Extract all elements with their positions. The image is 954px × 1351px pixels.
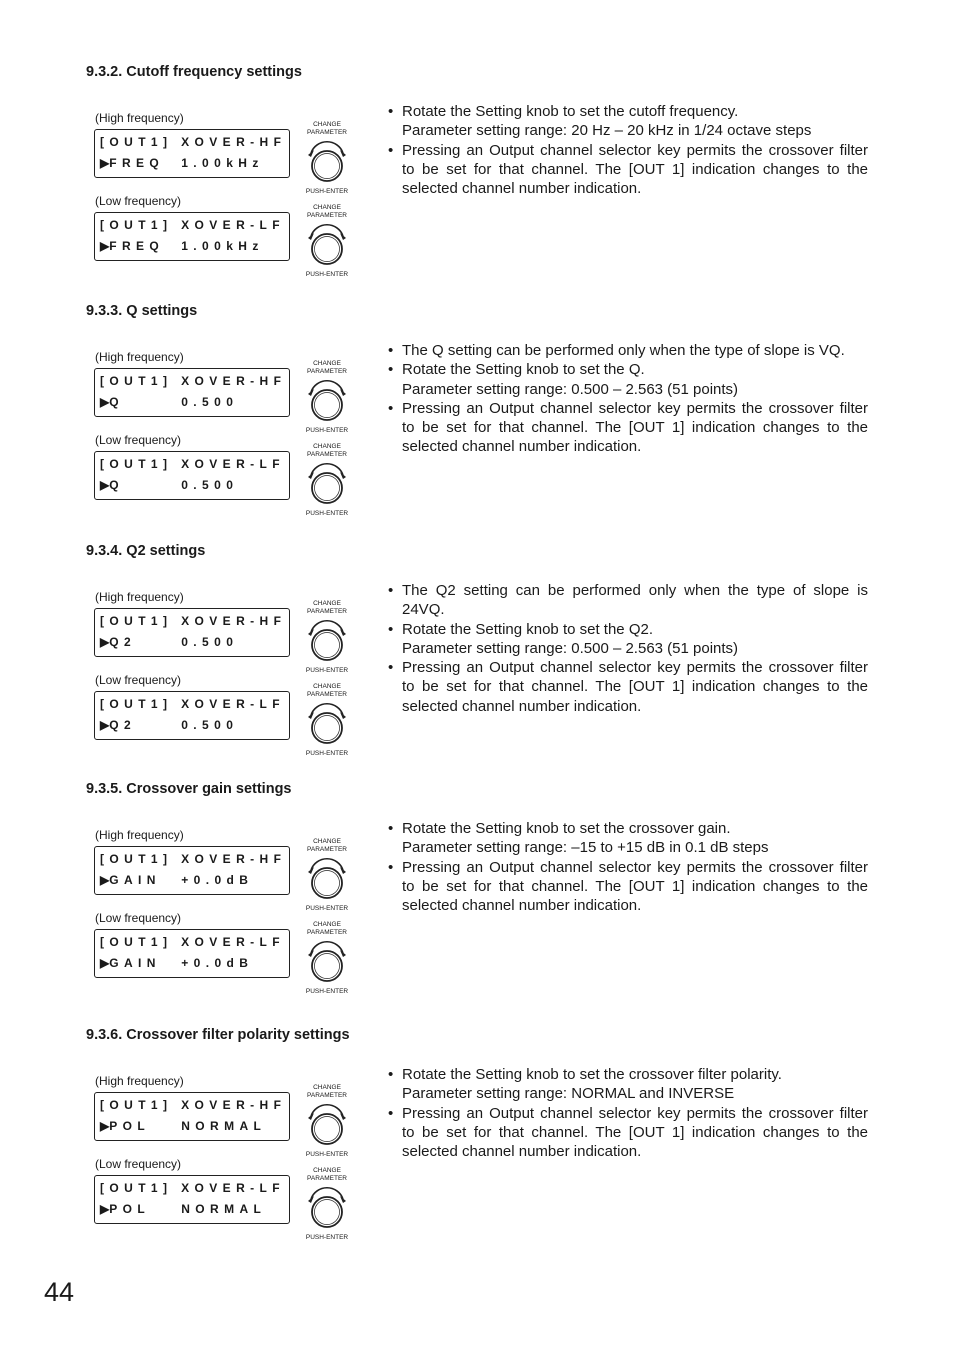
lcd-line-2 — [100, 635, 238, 649]
lcd-value: 0.500 — [181, 395, 239, 409]
lcd-line-2 — [100, 395, 238, 409]
knob-bottom-label: PUSH-ENTER — [305, 988, 349, 995]
lcd-param: Q2 — [109, 635, 137, 649]
knob-top-label — [302, 121, 352, 136]
knob-bottom-label: PUSH-ENTER — [305, 188, 349, 195]
lcd-line-2 — [100, 956, 253, 970]
bullet-dot: • — [388, 582, 394, 599]
knob-label-change: CHANGE — [313, 1167, 341, 1174]
knob-label-change: CHANGE — [313, 600, 341, 607]
section-title: 9.3.2. Cutoff frequency settings — [86, 64, 302, 80]
bullet-text: Pressing an Output channel selector key permits the crossover filter to be set for that channel. The [OUT 1] indication changes to the selected channel number indication. — [402, 1104, 868, 1161]
list-item — [388, 620, 868, 659]
bullet-text: Rotate the Setting knob to set the crossover filter polarity. — [402, 1066, 782, 1083]
panel-label: (High frequency) — [95, 828, 184, 842]
bullet-dot: • — [388, 141, 394, 159]
lcd-param: Q — [109, 478, 124, 492]
page-number: 44 — [44, 1277, 75, 1307]
knob-label-parameter: PARAMETER — [307, 690, 347, 698]
knob-label-parameter: PARAMETER — [307, 367, 347, 375]
list-item — [388, 341, 868, 360]
bullet-list — [388, 102, 868, 198]
lcd-param: FREQ — [109, 156, 165, 170]
bullet-dot: • — [388, 620, 394, 638]
lcd-value: 0.500 — [181, 635, 239, 649]
setting-knob[interactable] — [302, 1084, 352, 1160]
section-title: 9.3.5. Crossover gain settings — [86, 781, 292, 797]
knob-top-label — [302, 921, 352, 936]
lcd-param: POL — [109, 1202, 151, 1216]
lcd-param: Q — [109, 395, 124, 409]
settings-section — [0, 303, 954, 543]
panel-label: (High frequency) — [95, 1074, 184, 1088]
lcd-line-1: [OUT1] XOVER-HF — [100, 614, 287, 628]
bullet-text: The Q2 setting can be performed only when the type of slope is 24VQ. — [402, 582, 868, 619]
list-item — [388, 1104, 868, 1162]
lcd-display — [94, 608, 290, 657]
bullet-text: Pressing an Output channel selector key permits the crossover filter to be set for that channel. The [OUT 1] indication changes to the selected channel number indication. — [402, 659, 868, 715]
bullet-list — [388, 819, 868, 915]
cursor-arrow-icon: ▶ — [100, 718, 110, 732]
lcd-display — [94, 846, 290, 895]
cursor-arrow-icon: ▶ — [100, 1202, 110, 1216]
settings-section — [0, 781, 954, 1021]
panel-label: (Low frequency) — [95, 673, 182, 687]
bullet-subtext: Parameter setting range: 20 Hz – 20 kHz in 1/24 octave steps — [402, 122, 812, 140]
bullet-subtext: Parameter setting range: –15 to +15 dB in 0.1 dB steps — [402, 839, 769, 857]
knob-label-change: CHANGE — [313, 1084, 341, 1091]
list-item — [388, 858, 868, 916]
list-item — [388, 1065, 868, 1104]
bullet-text: Rotate the Setting knob to set the crossover gain. — [402, 820, 731, 837]
knob-label-change: CHANGE — [313, 121, 341, 128]
knob-bottom-label: PUSH-ENTER — [305, 667, 349, 674]
knob-bottom-label: PUSH-ENTER — [305, 1151, 349, 1158]
list-item — [388, 581, 868, 620]
lcd-line-1: [OUT1] XOVER-HF — [100, 374, 287, 388]
knob-top-label — [302, 600, 352, 615]
lcd-line-1: [OUT1] XOVER-HF — [100, 135, 287, 149]
lcd-param: GAIN — [109, 956, 161, 970]
lcd-line-1: [OUT1] XOVER-LF — [100, 935, 285, 949]
cursor-arrow-icon: ▶ — [100, 395, 110, 409]
cursor-arrow-icon: ▶ — [100, 239, 110, 253]
knob-bottom-label: PUSH-ENTER — [305, 427, 349, 434]
settings-section — [0, 1027, 954, 1267]
section-title: 9.3.4. Q2 settings — [86, 543, 206, 559]
lcd-display — [94, 929, 290, 978]
bullet-dot: • — [388, 659, 394, 677]
lcd-line-1: [OUT1] XOVER-LF — [100, 218, 285, 232]
lcd-line-1: [OUT1] XOVER-HF — [100, 1098, 287, 1112]
knob-label-change: CHANGE — [313, 683, 341, 690]
lcd-display — [94, 212, 290, 261]
panel-label: (High frequency) — [95, 111, 184, 125]
bullet-text: Rotate the Setting knob to set the cutoff frequency. — [402, 103, 739, 120]
settings-section — [0, 64, 954, 304]
knob-label-parameter: PARAMETER — [307, 845, 347, 853]
knob-label-parameter: PARAMETER — [307, 450, 347, 458]
setting-knob[interactable] — [302, 360, 352, 436]
knob-label-parameter: PARAMETER — [307, 928, 347, 936]
bullet-text: The Q setting can be performed only when the type of slope is VQ. — [402, 342, 845, 359]
lcd-display — [94, 368, 290, 417]
lcd-param: POL — [109, 1119, 151, 1133]
cursor-arrow-icon: ▶ — [100, 873, 110, 887]
lcd-line-1: [OUT1] XOVER-HF — [100, 852, 287, 866]
setting-knob[interactable] — [302, 121, 352, 197]
knob-bottom-label: PUSH-ENTER — [305, 750, 349, 757]
list-item — [388, 102, 868, 141]
knob-top-label — [302, 1084, 352, 1099]
lcd-value: NORMAL — [181, 1119, 267, 1133]
knob-bottom-label: PUSH-ENTER — [305, 510, 349, 517]
lcd-line-1: [OUT1] XOVER-LF — [100, 457, 285, 471]
knob-bottom-label: PUSH-ENTER — [305, 1234, 349, 1241]
lcd-line-2 — [100, 1202, 266, 1216]
knob-top-label — [302, 1167, 352, 1182]
bullet-dot: • — [388, 858, 394, 876]
bullet-list — [388, 341, 868, 457]
knob-top-label — [302, 204, 352, 219]
knob-label-parameter: PARAMETER — [307, 128, 347, 136]
lcd-line-1: [OUT1] XOVER-LF — [100, 697, 285, 711]
lcd-line-2 — [100, 478, 238, 492]
bullet-dot: • — [388, 1066, 394, 1083]
bullet-text: Pressing an Output channel selector key permits the crossover filter to be set for that channel. The [OUT 1] indication changes to the selected channel number indication. — [402, 141, 868, 198]
list-item — [388, 141, 868, 199]
list-item — [388, 360, 868, 399]
setting-knob[interactable] — [302, 443, 352, 519]
panel-label: (Low frequency) — [95, 194, 182, 208]
lcd-line-2 — [100, 873, 253, 887]
lcd-line-2 — [100, 239, 264, 253]
lcd-display — [94, 691, 290, 740]
lcd-param: Q2 — [109, 718, 137, 732]
lcd-value: 0.500 — [181, 718, 239, 732]
lcd-value: +0.0dB — [181, 956, 254, 970]
panel-label: (Low frequency) — [95, 433, 182, 447]
lcd-value: 1.00kHz — [181, 156, 264, 170]
cursor-arrow-icon: ▶ — [100, 156, 110, 170]
settings-section — [0, 543, 954, 783]
lcd-line-1: [OUT1] XOVER-LF — [100, 1181, 285, 1195]
cursor-arrow-icon: ▶ — [100, 635, 110, 649]
list-item — [388, 819, 868, 858]
panel-label: (Low frequency) — [95, 1157, 182, 1171]
bullet-subtext: Parameter setting range: 0.500 – 2.563 (51 points) — [402, 380, 739, 398]
knob-top-label — [302, 838, 352, 853]
knob-label-parameter: PARAMETER — [307, 1091, 347, 1099]
lcd-value: 0.500 — [181, 478, 239, 492]
lcd-display — [94, 1092, 290, 1141]
lcd-param: FREQ — [109, 239, 165, 253]
bullet-list — [388, 581, 868, 716]
bullet-subtext: Parameter setting range: 0.500 – 2.563 (51 points) — [402, 639, 739, 657]
bullet-dot: • — [388, 820, 394, 837]
knob-bottom-label: PUSH-ENTER — [305, 271, 349, 278]
cursor-arrow-icon: ▶ — [100, 478, 110, 492]
bullet-dot: • — [388, 1104, 394, 1122]
bullet-dot: • — [388, 103, 394, 120]
list-item — [388, 399, 868, 457]
lcd-line-2 — [100, 156, 264, 170]
panel-label: (Low frequency) — [95, 911, 182, 925]
lcd-line-2 — [100, 718, 238, 732]
lcd-value: 1.00kHz — [181, 239, 264, 253]
cursor-arrow-icon: ▶ — [100, 956, 110, 970]
bullet-subtext: Parameter setting range: NORMAL and INVERSE — [402, 1085, 735, 1103]
knob-label-parameter: PARAMETER — [307, 607, 347, 615]
knob-label-change: CHANGE — [313, 360, 341, 367]
setting-knob[interactable] — [302, 838, 352, 914]
setting-knob[interactable] — [302, 921, 352, 997]
setting-knob[interactable] — [302, 1167, 352, 1243]
bullet-text: Pressing an Output channel selector key permits the crossover filter to be set for that channel. The [OUT 1] indication changes to the selected channel number indication. — [402, 399, 868, 456]
knob-top-label — [302, 360, 352, 375]
knob-label-change: CHANGE — [313, 443, 341, 450]
bullet-text: Rotate the Setting knob to set the Q2. — [402, 620, 653, 638]
lcd-value: +0.0dB — [181, 873, 254, 887]
knob-label-parameter: PARAMETER — [307, 1174, 347, 1182]
list-item — [388, 658, 868, 716]
setting-knob[interactable] — [302, 600, 352, 676]
cursor-arrow-icon: ▶ — [100, 1119, 110, 1133]
lcd-value: NORMAL — [181, 1202, 267, 1216]
bullet-text: Pressing an Output channel selector key permits the crossover filter to be set for that channel. The [OUT 1] indication changes to the selected channel number indication. — [402, 858, 868, 915]
bullet-dot: • — [388, 342, 394, 359]
section-title: 9.3.3. Q settings — [86, 303, 198, 319]
knob-label-change: CHANGE — [313, 204, 341, 211]
lcd-param: GAIN — [109, 873, 161, 887]
knob-label-parameter: PARAMETER — [307, 211, 347, 219]
setting-knob[interactable] — [302, 204, 352, 280]
knob-top-label — [302, 683, 352, 698]
bullet-dot: • — [388, 361, 394, 379]
setting-knob[interactable] — [302, 683, 352, 759]
panel-label: (High frequency) — [95, 350, 184, 364]
bullet-text: Rotate the Setting knob to set the Q. — [402, 361, 645, 379]
panel-label: (High frequency) — [95, 590, 184, 604]
bullet-list — [388, 1065, 868, 1161]
lcd-line-2 — [100, 1119, 266, 1133]
section-title: 9.3.6. Crossover filter polarity settings — [86, 1027, 350, 1043]
knob-label-change: CHANGE — [313, 838, 341, 845]
bullet-dot: • — [388, 399, 394, 417]
lcd-display — [94, 129, 290, 178]
knob-label-change: CHANGE — [313, 921, 341, 928]
lcd-display — [94, 1175, 290, 1224]
lcd-display — [94, 451, 290, 500]
knob-bottom-label: PUSH-ENTER — [305, 905, 349, 912]
knob-top-label — [302, 443, 352, 458]
